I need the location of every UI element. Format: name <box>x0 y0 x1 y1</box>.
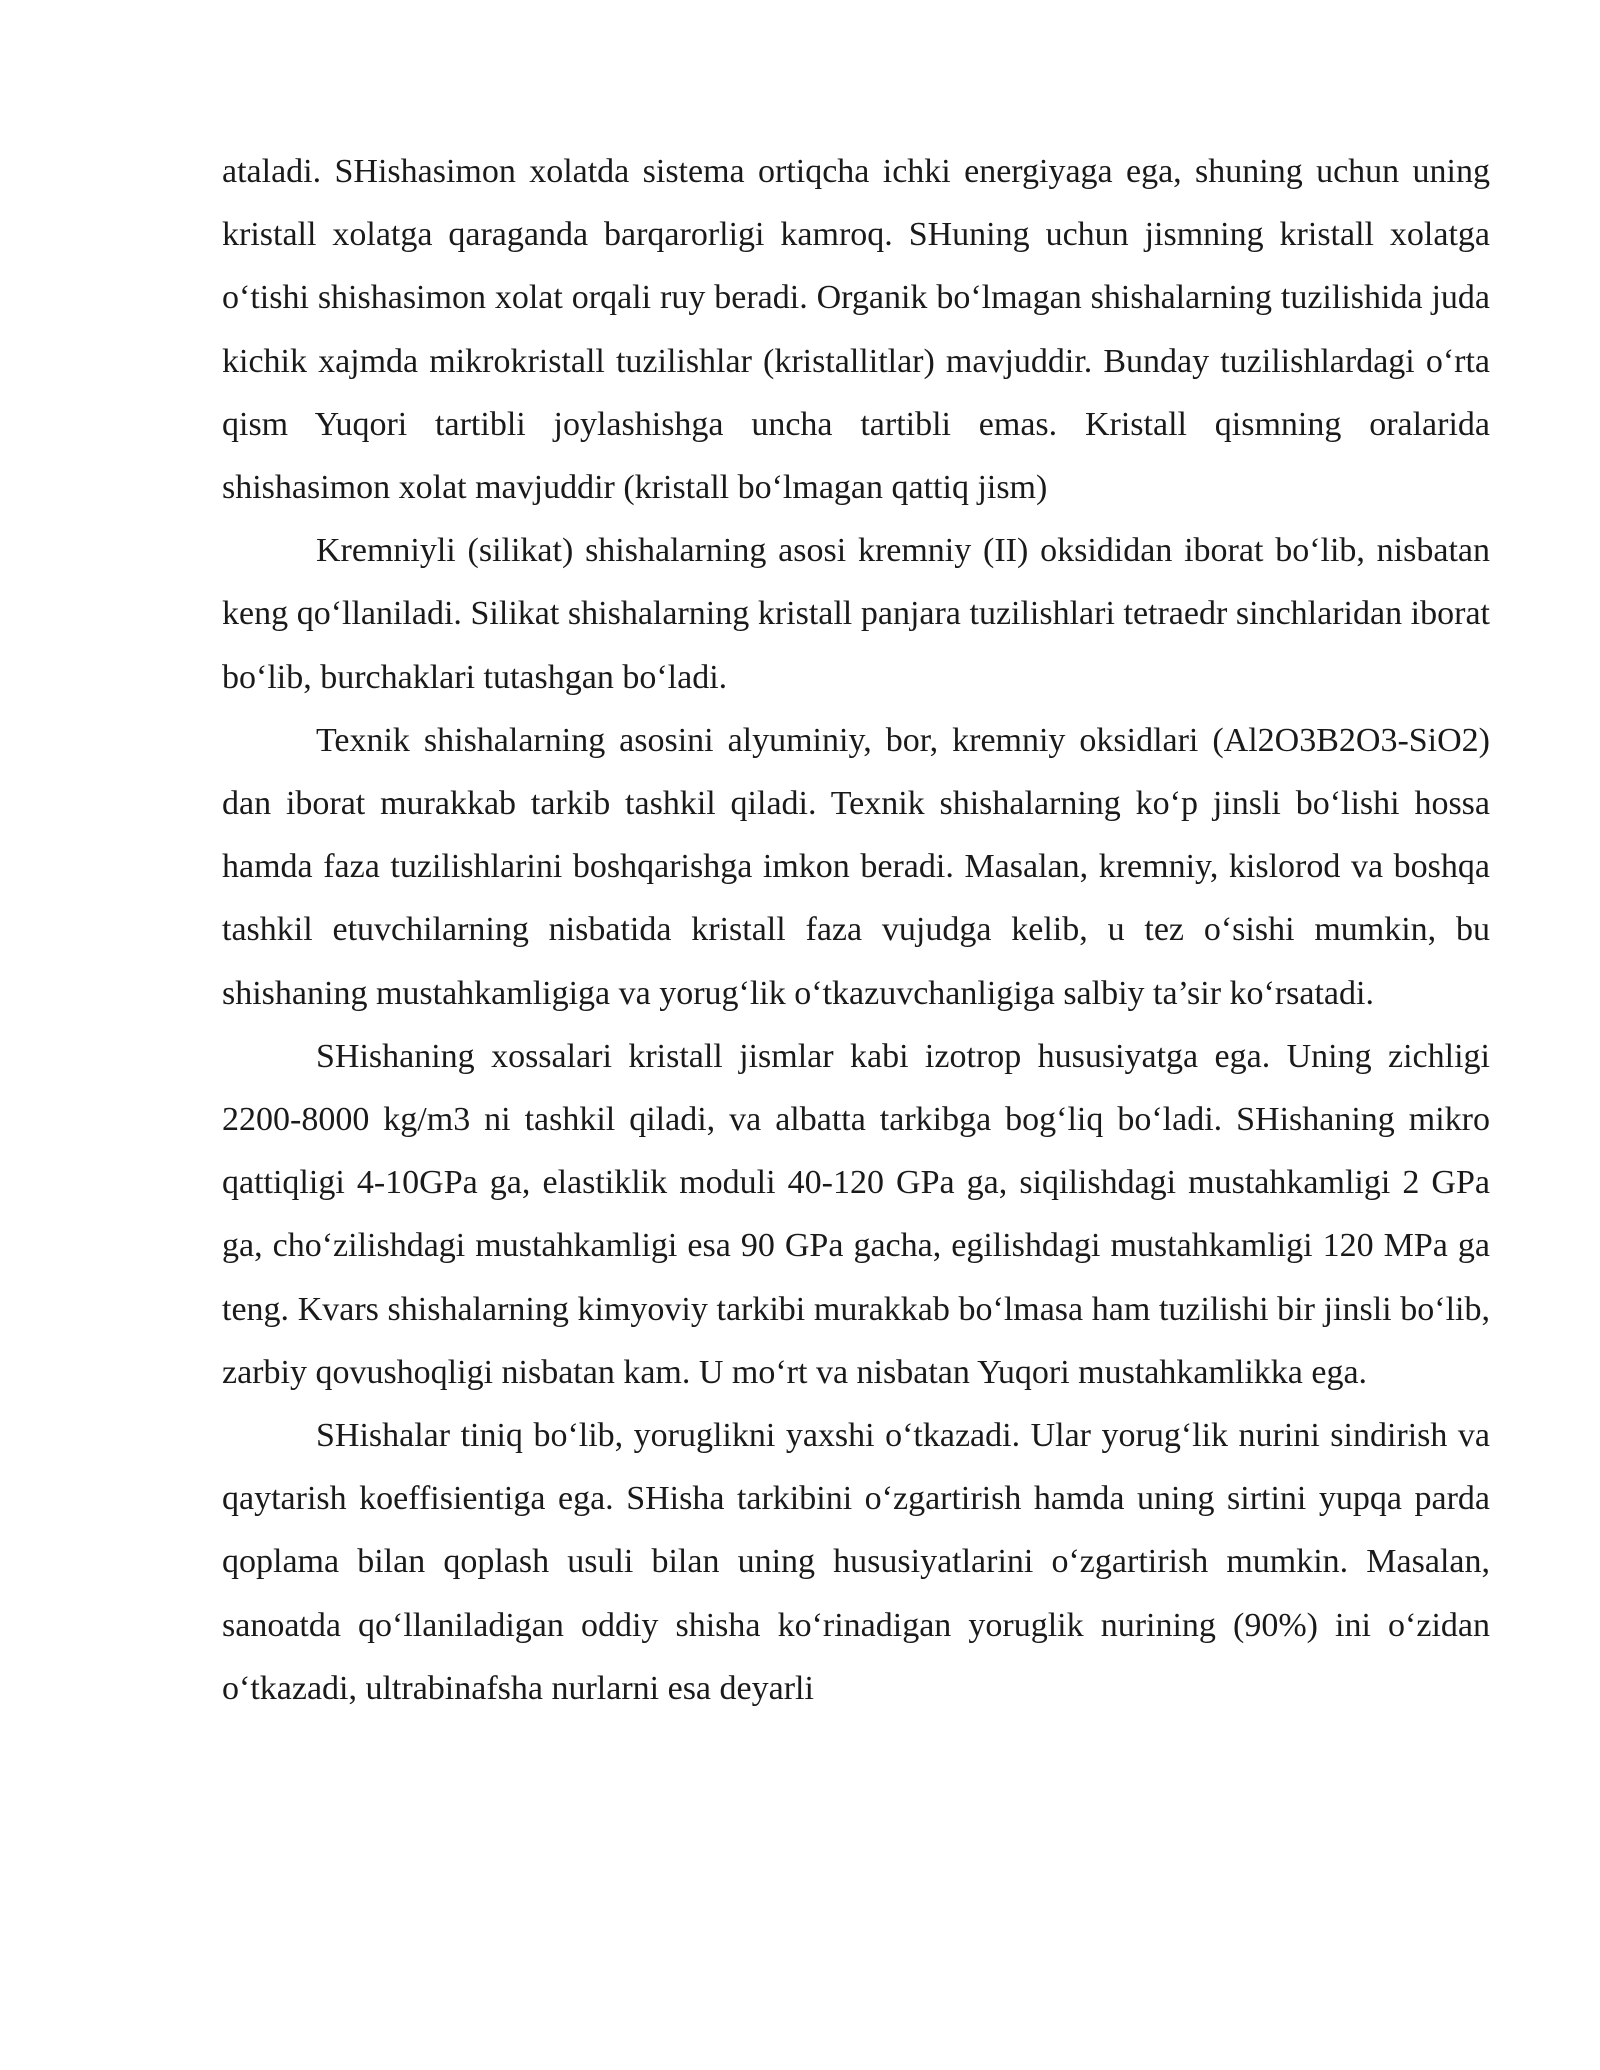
paragraph-technical-glass: Texnik shishalarning asosini alyuminiy, bor, kremniy oksidlari (Al2O3B2O3-SiO2) dan iborat murakkab tarkib tashkil qiladi. Texnik shishalarning ko‘p jinsli bo‘lishi hossa hamda faza tuzilishlarini boshqarishga imkon beradi. Masalan, kremniy, kislorod va boshqa tashkil etuvchilarning nisbatida kristall faza vujudga kelib, u tez o‘sishi mumkin, bu shishaning mustahkamligiga va yorug‘lik o‘tkazuvchanligiga salbiy ta’sir ko‘rsatadi. <box>222 721 1490 1012</box>
paragraph-glass-state: ataladi. SHishasimon xolatda sistema ortiqcha ichki energiyaga ega, shuning uchun uning kristall xolatga qaraganda barqarorligi kamroq. SHuning uchun jismning kristall xolatga o‘tishi shishasimon xolat orqali ruy beradi. Organik bo‘lmagan shishalarning tuzilishida juda kichik xajmda mikrokristall tuzilishlar (kristallitlar) mavjuddir. Bunday tuzilishlardagi o‘rta qism Yuqori tartibli joylashishga uncha tartibli emas. Kristall qismning oralarida shishasimon xolat mavjuddir (kristall bo‘lmagan qattiq jism) <box>222 153 1490 507</box>
document-page <box>222 140 1490 1720</box>
paragraph-silicate-glass: Kremniyli (silikat) shishalarning asosi kremniy (II) oksididan iborat bo‘lib, nisbatan keng qo‘llaniladi. Silikat shishalarning kristall panjara tuzilishlari tetraedr sinchlaridan iborat bo‘lib, burchaklari tutashgan bo‘ladi. <box>222 532 1490 696</box>
paragraph-glass-optics: SHishalar tiniq bo‘lib, yoruglikni yaxshi o‘tkazadi. Ular yorug‘lik nurini sindirish va qaytarish koeffisientiga ega. SHisha tarkibini o‘zgartirish hamda uning sirtini yupqa parda qoplama bilan qoplash usuli bilan uning hususiyatlarini o‘zgartirish mumkin. Masalan, sanoatda qo‘llaniladigan oddiy shisha ko‘rinadigan yoruglik nurining (90%) ini o‘zidan o‘tkazadi, ultrabinafsha nurlarni esa deyarli <box>222 1417 1490 1707</box>
paragraph-glass-properties: SHishaning xossalari kristall jismlar kabi izotrop hususiyatga ega. Uning zichligi 2200-8000 kg/m3 ni tashkil qiladi, va albatta tarkibga bog‘liq bo‘ladi. SHishaning mikro qattiqligi 4-10GPa ga, elastiklik moduli 40-120 GPa ga, siqilishdagi mustahkamligi 2 GPa ga, cho‘zilishdagi mustahkamligi esa 90 GPa gacha, egilishdagi mustahkamligi 120 MPa ga teng. Kvars shishalarning kimyoviy tarkibi murakkab bo‘lmasa ham tuzilishi bir jinsli bo‘lib, zarbiy qovushoqligi nisbatan kam. U mo‘rt va nisbatan Yuqori mustahkamlikka ega. <box>222 1037 1490 1391</box>
